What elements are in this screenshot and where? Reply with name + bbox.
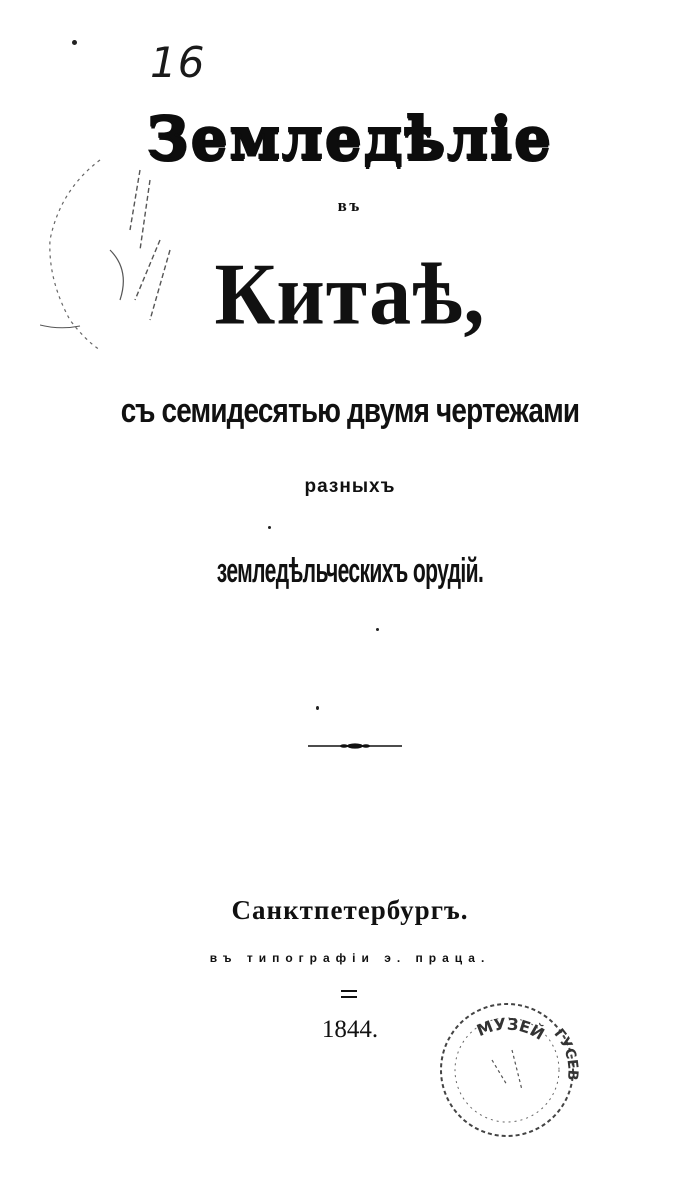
- book-title: Земледѣліе: [146, 104, 554, 172]
- library-stamp: [432, 990, 582, 1140]
- subtitle-tools: земледѣльческихъ орудій.: [216, 552, 484, 590]
- svg-text:ГУСЕВ: [551, 1026, 581, 1081]
- subtitle-qualifier: разныхъ: [304, 476, 396, 497]
- ink-speck: [316, 706, 319, 710]
- double-rule-top: [341, 990, 357, 992]
- ink-speck: [376, 628, 379, 631]
- double-rule-bottom: [341, 996, 357, 998]
- stamp-side-text: ГУСЕВ: [550, 1025, 581, 1082]
- title-country: Китаѣ,: [214, 245, 486, 344]
- stamp-top-text: МУЗЕЙ: [473, 1014, 548, 1044]
- imprint-city: Санктпетербургъ.: [231, 895, 469, 925]
- subtitle: съ семидесятью двумя чертежами: [120, 392, 580, 430]
- ink-speck: [72, 40, 77, 45]
- imprint-year: 1844.: [321, 1016, 379, 1043]
- shelfmark-number: 16: [150, 38, 206, 87]
- svg-text:МУЗЕЙ: [474, 1014, 548, 1043]
- imprint-printer: въ типографіи э. праца.: [209, 951, 491, 965]
- ink-speck: [268, 526, 271, 529]
- title-preposition: въ: [337, 196, 363, 215]
- ornamental-rule: [308, 743, 402, 749]
